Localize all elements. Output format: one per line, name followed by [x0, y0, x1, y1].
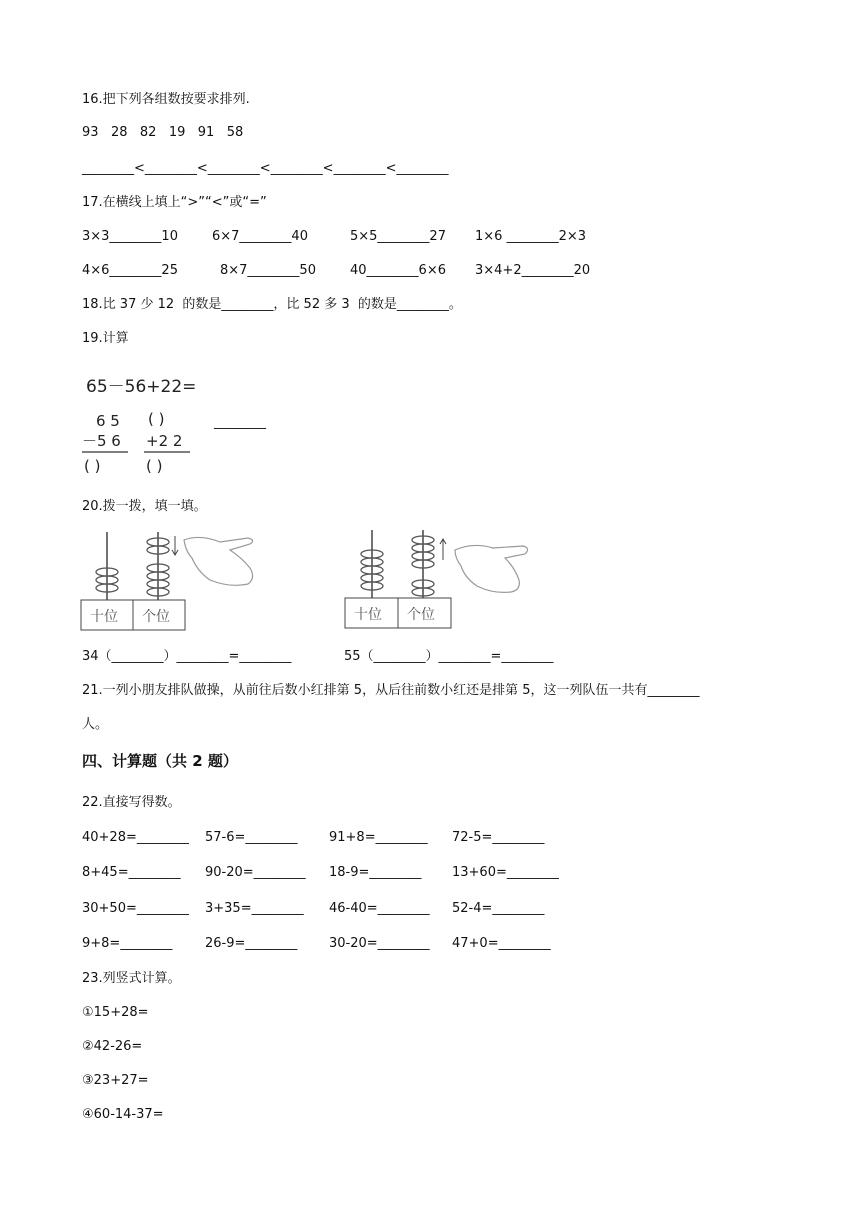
abacus-2 — [343, 528, 533, 634]
q19-title: 19.计算 — [82, 331, 129, 346]
q19-top-num: 6 5 — [96, 412, 120, 430]
q23-item-4: ④60-14-37= — [82, 1107, 164, 1122]
q17-r1c4[interactable]: 1×6 ________2×3 — [475, 229, 587, 244]
q22-r4c3[interactable]: 30-20=________ — [329, 936, 430, 951]
q22-r4c2[interactable]: 26-9=________ — [205, 936, 298, 951]
q18-text[interactable]: 18.比 37 少 12 的数是________，比 52 多 3 的数是________。 — [82, 297, 462, 312]
q22-r4c1[interactable]: 9+8=________ — [82, 936, 173, 951]
abacus-2-tens-label: 十位 — [354, 607, 382, 623]
q19-paren-3: ( ) — [146, 457, 163, 475]
abacus-1-tens-label: 十位 — [90, 609, 118, 625]
q23-item-1: ①15+28= — [82, 1005, 149, 1020]
q16-order-line[interactable]: ________<________<________<________<________<________ — [82, 161, 449, 176]
q22-title: 22.直接写得数。 — [82, 795, 181, 810]
q17-r2c3[interactable]: 40________6×6 — [350, 263, 446, 278]
q19-paren-1: ( ) — [84, 457, 101, 475]
q17-r1c1[interactable]: 3×3________10 — [82, 229, 178, 244]
q17-r2c4[interactable]: 3×4+2________20 — [475, 263, 591, 278]
q20-line-1[interactable]: 34（________）________=________ — [82, 649, 292, 664]
q17-r2c2[interactable]: 8×7________50 — [220, 263, 316, 278]
q17-r2c1[interactable]: 4×6________25 — [82, 263, 178, 278]
q22-r3c3[interactable]: 46-40=________ — [329, 901, 430, 916]
q20-title: 20.拨一拨，填一填。 — [82, 499, 207, 514]
section-4-heading: 四、计算题（共 2 题） — [82, 752, 238, 770]
q22-r2c1[interactable]: 8+45=________ — [82, 865, 181, 880]
q19-add: +2 2 — [146, 432, 183, 450]
q19-paren-2: ( ) — [148, 410, 165, 428]
q22-r1c1[interactable]: 40+28=________ — [82, 830, 189, 845]
abacus-2-ones-label: 个位 — [407, 607, 435, 623]
q23-title: 23.列竖式计算。 — [82, 971, 181, 986]
q22-r1c4[interactable]: 72-5=________ — [452, 830, 545, 845]
q22-r3c4[interactable]: 52-4=________ — [452, 901, 545, 916]
q17-r1c2[interactable]: 6×7________40 — [212, 229, 308, 244]
hand-icon-1 — [184, 537, 253, 585]
q22-r2c4[interactable]: 13+60=________ — [452, 865, 559, 880]
q22-r2c2[interactable]: 90-20=________ — [205, 865, 306, 880]
q22-r3c2[interactable]: 3+35=________ — [205, 901, 304, 916]
q21-line-2: 人。 — [82, 717, 109, 732]
hand-icon-2 — [455, 545, 528, 592]
q19-answer-blank[interactable]: ________ — [214, 415, 266, 430]
q23-item-3: ③23+27= — [82, 1073, 149, 1088]
q16-numbers: 93 28 82 19 91 58 — [82, 125, 244, 140]
q22-r2c3[interactable]: 18-9=________ — [329, 865, 422, 880]
q22-r1c2[interactable]: 57-6=________ — [205, 830, 298, 845]
q19-sub: －5 6 — [82, 432, 121, 450]
q16-title: 16.把下列各组数按要求排列. — [82, 92, 250, 107]
q17-title: 17.在横线上填上“>”“<”或“=” — [82, 195, 267, 210]
q23-item-2: ②42-26= — [82, 1039, 143, 1054]
q20-line-2[interactable]: 55（________）________=________ — [344, 649, 554, 664]
q22-r1c3[interactable]: 91+8=________ — [329, 830, 428, 845]
abacus-1-ones-label: 个位 — [142, 609, 170, 625]
abacus-1 — [80, 528, 260, 634]
q19-expression: 65－56+22= — [86, 377, 197, 397]
q17-r1c3[interactable]: 5×5________27 — [350, 229, 446, 244]
q22-r4c4[interactable]: 47+0=________ — [452, 936, 551, 951]
q22-r3c1[interactable]: 30+50=________ — [82, 901, 189, 916]
q21-line-1[interactable]: 21.一列小朋友排队做操，从前往后数小红排第 5，从后往前数小红还是排第 5，这一列队伍一共有________ — [82, 683, 700, 698]
